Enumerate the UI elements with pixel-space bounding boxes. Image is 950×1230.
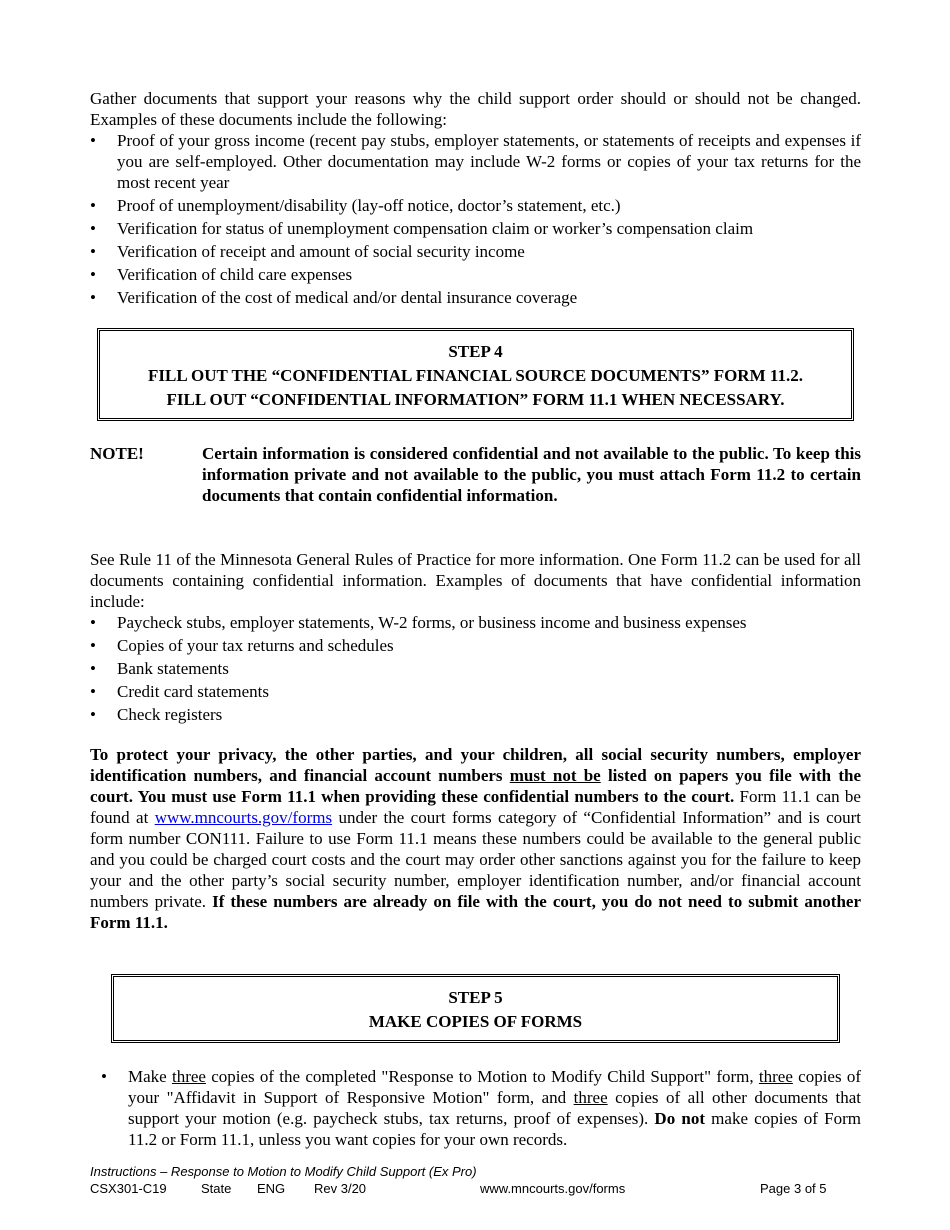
mncourts-forms-link[interactable]: www.mncourts.gov/forms (154, 808, 333, 827)
list-item: • Proof of unemployment/disability (lay-off notice, doctor’s statement, etc.) (90, 195, 861, 216)
list-item: • Verification for status of unemployment compensation claim or worker’s compensation claim (90, 218, 861, 239)
privacy-bold-3: If these numbers are already on file with the court, you do not need to submit another Form 11.1. (90, 892, 861, 932)
footer-revision: Rev 3/20 (314, 1181, 367, 1196)
step-4-line-2: FILL OUT “CONFIDENTIAL INFORMATION” FORM 11.1 WHEN NECESSARY. (166, 390, 785, 409)
step-4-box (97, 328, 854, 421)
footer-url: www.mncourts.gov/forms (480, 1181, 626, 1196)
step-4-title: STEP 4 (448, 342, 503, 361)
copies-text-4: copies of all other documents that support your motion (e.g. paycheck stubs, tax returns, proof of expenses). (128, 1088, 861, 1128)
privacy-bold-2: listed on papers you file with the court. You must use Form 11.1 when providing these confidential numbers to the court. (90, 766, 861, 806)
privacy-must-not-be: must not be (509, 766, 601, 785)
list-item: • Check registers (90, 704, 861, 725)
footer-jurisdiction: State (201, 1181, 232, 1196)
intro-paragraph: Gather documents that support your reasons why the child support order should or should not be changed. Examples of these documents include the following: (90, 89, 861, 129)
footer-meta-row (90, 1180, 850, 1197)
list-item: • Verification of receipt and amount of social security income (90, 241, 861, 262)
income-documents-list (90, 130, 861, 308)
copies-three-3: three (573, 1088, 608, 1107)
copies-three-1: three (171, 1067, 206, 1086)
list-item: • Paycheck stubs, employer statements, W-2 forms, or business income and business expenses (90, 612, 861, 633)
list-item: • Verification of the cost of medical and/or dental insurance coverage (90, 287, 861, 308)
note-text: Certain information is considered confidential and not available to the public. To keep this information private and not available to the public, you must attach Form 11.2 to certain documents that contain confidential information. (202, 444, 861, 505)
copies-text-1: Make (128, 1067, 172, 1086)
footer-title: Instructions – Response to Motion to Modify Child Support (Ex Pro) (90, 1164, 477, 1179)
privacy-text-1: Form 11.1 can be found at (90, 787, 861, 827)
step-5-line-1: MAKE COPIES OF FORMS (368, 1012, 583, 1031)
rule-11-paragraph: See Rule 11 of the Minnesota General Rules of Practice for more information. One Form 11.2 can be used for all documents containing confidential information. Examples of documents that have confidential information include: (90, 550, 861, 611)
document-body (90, 88, 861, 1152)
privacy-bold-1: To protect your privacy, the other parties, and your children, all social security numbers, employer identification numbers, and financial account numbers (90, 745, 861, 785)
privacy-paragraph (90, 744, 861, 933)
note-label: NOTE! (90, 444, 144, 463)
step-5-title: STEP 5 (448, 988, 503, 1007)
step-5-box (111, 974, 840, 1043)
list-item (101, 1066, 861, 1150)
footer-form-code: CSX301-C19 (90, 1181, 167, 1196)
step-4-line-1: FILL OUT THE “CONFIDENTIAL FINANCIAL SOURCE DOCUMENTS” FORM 11.2. (148, 366, 803, 385)
list-item: • Credit card statements (90, 681, 861, 702)
copies-text-5: make copies of Form 11.2 or Form 11.1, unless you want copies for your own records. (128, 1109, 861, 1149)
list-item: • Copies of your tax returns and schedules (90, 635, 861, 656)
copies-list (90, 1066, 861, 1150)
copies-three-2: three (758, 1067, 793, 1086)
copies-text-3: copies of your "Affidavit in Support of Responsive Motion" form, and (128, 1067, 861, 1107)
page-footer (90, 1163, 850, 1197)
privacy-text-2: under the court forms category of “Confidential Information” and is court form number CON111. Failure to use Form 11.1 means these numbers could be available to the general public and you could be charged court costs and the court may order other sanctions against you for the failure to keep your and the other party’s social security number, employer identification number, and/or financial account numbers private. (90, 808, 861, 911)
confidential-documents-list (90, 612, 861, 725)
footer-page-number: Page 3 of 5 (760, 1181, 827, 1196)
copies-text-2: copies of the completed "Response to Motion to Modify Child Support" form, (205, 1067, 759, 1086)
list-item: • Verification of child care expenses (90, 264, 861, 285)
list-item: • Bank statements (90, 658, 861, 679)
confidential-note (90, 443, 861, 506)
footer-language: ENG (257, 1181, 286, 1196)
list-item: • Proof of your gross income (recent pay stubs, employer statements, or statements of receipts and expenses if you are self-employed. Other documentation may include W-2 forms or copies of your tax returns for the most recent year (90, 130, 861, 193)
copies-do-not: Do not (654, 1109, 705, 1128)
